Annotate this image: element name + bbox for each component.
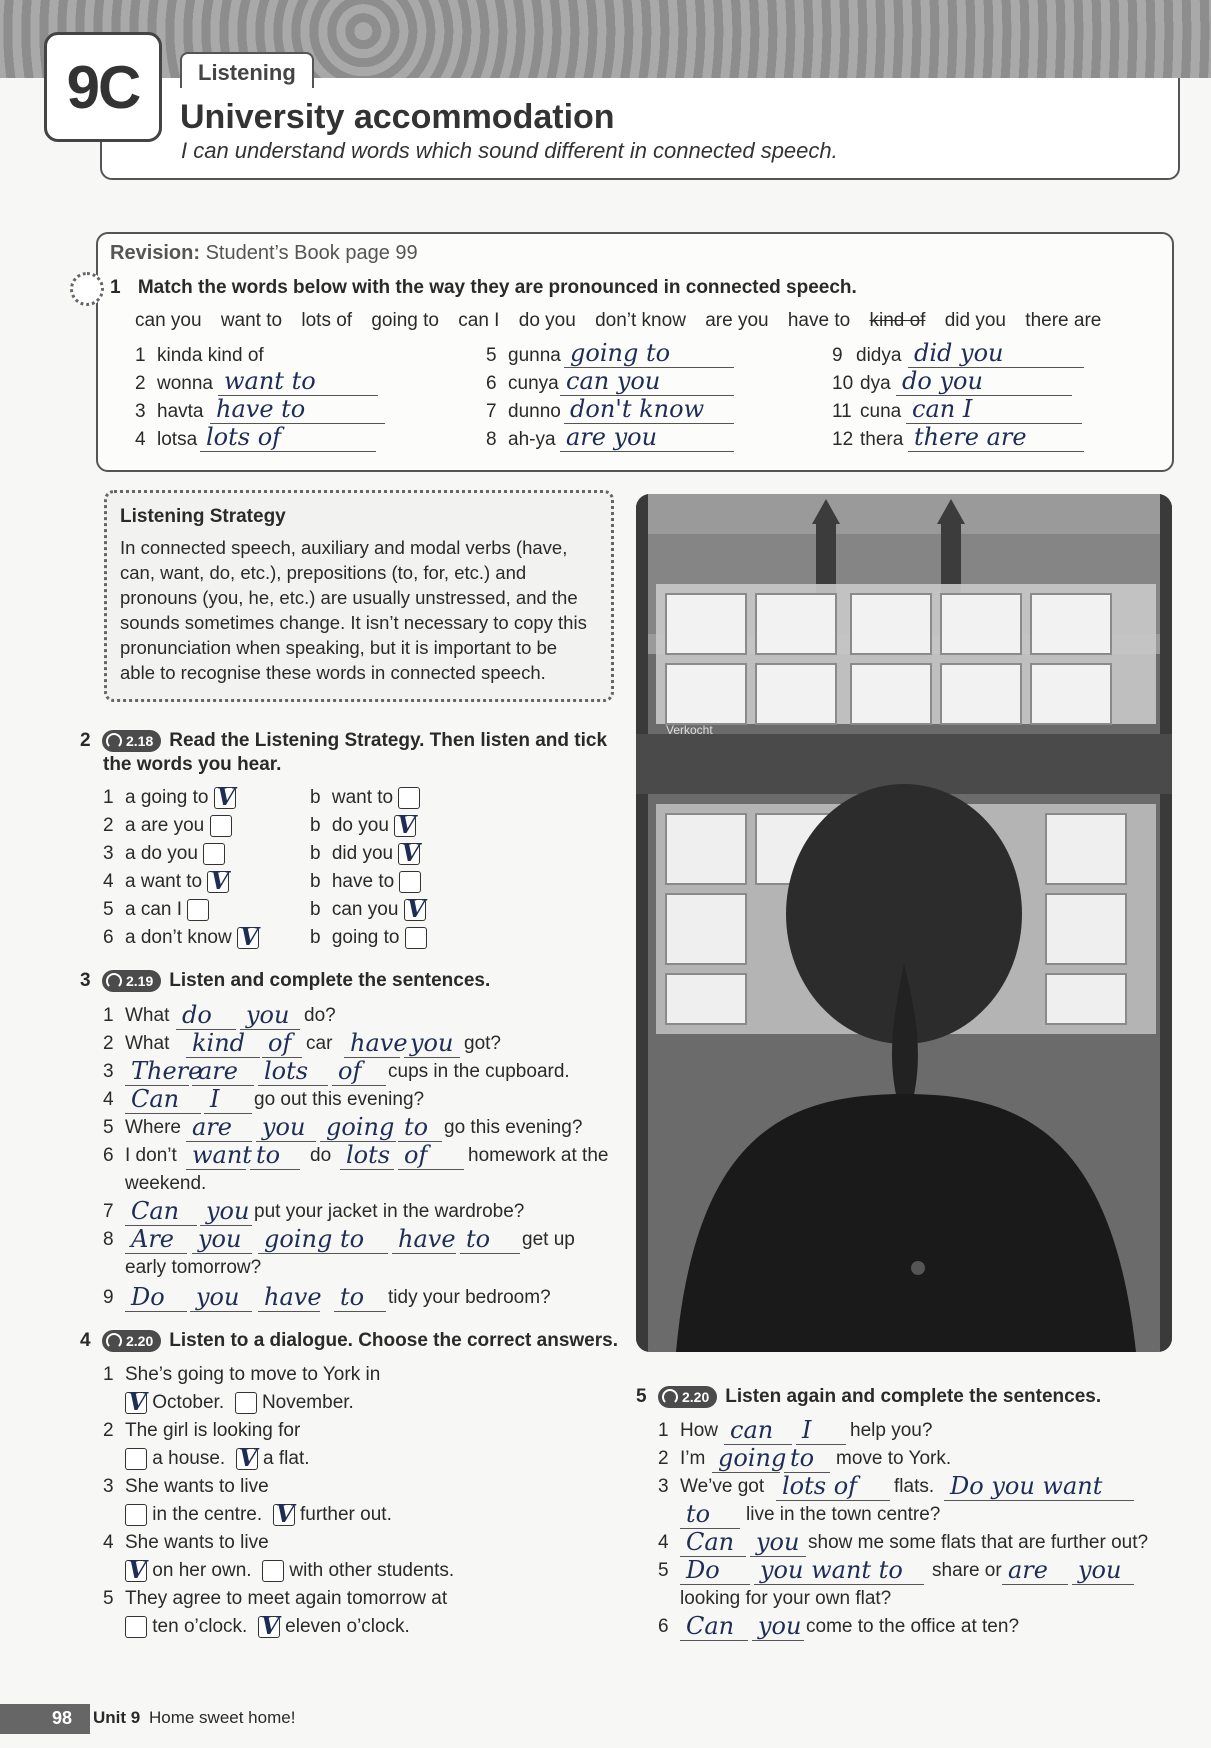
sentence-text: come to the office at ten? — [806, 1616, 1020, 1637]
answer-blank[interactable] — [460, 1226, 520, 1254]
handwritten-answer: lots — [346, 1141, 391, 1169]
answer-blank[interactable] — [262, 1030, 302, 1058]
ex4-options: in the centre. V further out. — [125, 1504, 392, 1526]
ex3-sentence: 2 What — [103, 1033, 170, 1054]
handwritten-answer: you — [262, 1113, 306, 1141]
answer-blank[interactable] — [125, 1057, 203, 1086]
checkbox[interactable] — [125, 1616, 147, 1638]
answer-blank[interactable] — [750, 1529, 806, 1557]
ex4-heading: 4 2.20 Listen to a dialogue. Choose the correct answers. — [80, 1330, 618, 1352]
answer-blank[interactable] — [200, 424, 376, 452]
handwritten-answer: are — [198, 1057, 238, 1085]
sentence-text: go this evening? — [444, 1117, 583, 1138]
answer-blank[interactable] — [896, 368, 1072, 396]
ex2-row: b do you V — [310, 810, 416, 839]
checkbox[interactable] — [187, 899, 209, 921]
word: want to — [220, 310, 283, 331]
ex2-instruction-cont: the words you hear. — [103, 754, 282, 775]
printed-answer: kind of — [207, 345, 264, 366]
sentence-text: car — [306, 1033, 333, 1054]
page-goal: I can understand words which sound different in connected speech. — [181, 138, 838, 163]
answer-blank[interactable] — [392, 1226, 456, 1254]
ex1-item-3: 3 havta — [135, 401, 204, 422]
handwritten-answer: do — [182, 1001, 212, 1029]
handwritten-answer: Do you want — [950, 1472, 1103, 1500]
sentence-text: weekend. — [125, 1173, 207, 1194]
checkbox[interactable] — [399, 871, 421, 893]
ex2-row: 1 a going to V — [103, 782, 236, 811]
ex2-row: 3 a do you — [103, 843, 225, 865]
handwritten-answer: lots of — [782, 1472, 858, 1500]
ex1-item-9: 9 didya — [832, 345, 902, 366]
word: don’t know — [595, 310, 686, 331]
ex3-sentence: 3 — [103, 1061, 114, 1082]
answer-blank[interactable] — [398, 1142, 464, 1170]
handwritten-answer: I — [802, 1416, 812, 1444]
unit-code-box — [44, 32, 162, 142]
checkbox[interactable] — [398, 787, 420, 809]
checkbox[interactable]: V — [404, 899, 426, 921]
ex2-row: b did you V — [310, 838, 421, 867]
answer-blank[interactable] — [1002, 1557, 1068, 1585]
handwritten-answer: lots — [264, 1057, 309, 1085]
handwritten-answer: can you — [566, 367, 661, 395]
sentence-text: do — [310, 1145, 332, 1166]
sentence-text: live in the town centre? — [746, 1504, 941, 1525]
answer-blank[interactable] — [125, 1284, 187, 1312]
audio-badge[interactable]: 2.19 — [102, 970, 161, 992]
sentence-text: put your jacket in the wardrobe? — [254, 1201, 525, 1222]
audio-badge[interactable]: 2.18 — [102, 730, 161, 752]
headphones-icon — [106, 1333, 122, 1349]
ex2-row: b can you V — [310, 894, 426, 923]
handwritten-answer: did you — [914, 339, 1004, 367]
handwritten-answer: going to — [264, 1225, 365, 1253]
ex2-row: 2 a are you — [103, 815, 232, 837]
handwritten-answer: have — [350, 1029, 408, 1057]
answer-blank[interactable] — [560, 424, 734, 452]
ex2-row: b want to — [310, 787, 420, 809]
answer-blank[interactable] — [680, 1529, 746, 1557]
handwritten-answer: have to — [216, 395, 306, 423]
ex5-sentence: 5 — [658, 1560, 669, 1581]
ex1-item-6: 6 cunya — [486, 373, 559, 394]
audio-badge[interactable]: 2.20 — [658, 1386, 717, 1408]
ex2-row: 5 a can I — [103, 899, 209, 921]
answer-blank[interactable] — [186, 1141, 252, 1170]
answer-blank[interactable] — [344, 1029, 408, 1058]
ex2-row: b going to — [310, 927, 427, 949]
checkbox[interactable] — [235, 1392, 257, 1414]
audio-badge[interactable]: 2.20 — [102, 1330, 161, 1352]
sentence-text: got? — [464, 1033, 501, 1054]
answer-blank[interactable] — [190, 1284, 252, 1312]
checkbox[interactable]: V — [273, 1504, 295, 1526]
handwritten-answer: there are — [914, 423, 1027, 451]
ex1-item-1: 1 kinda kind of — [135, 345, 264, 366]
handwritten-answer: want — [192, 1141, 252, 1169]
checkbox[interactable] — [203, 843, 225, 865]
handwritten-answer: to — [790, 1444, 815, 1472]
handwritten-answer: Can — [686, 1612, 735, 1640]
dots-icon — [70, 272, 104, 306]
ex2-heading: 2 2.18 Read the Listening Strategy. Then listen and tick — [80, 730, 608, 751]
handwritten-answer: you — [1078, 1556, 1122, 1584]
ex5-sentence: 4 — [658, 1532, 669, 1553]
revision-ref — [110, 242, 418, 265]
answer-blank[interactable] — [204, 1086, 252, 1114]
answer-blank[interactable] — [218, 368, 378, 396]
handwritten-answer: don't know — [570, 395, 705, 423]
handwritten-answer: I — [210, 1085, 220, 1113]
answer-blank[interactable] — [680, 1613, 748, 1641]
ex5-sentence: 3 We’ve got — [658, 1476, 765, 1497]
answer-blank[interactable] — [564, 340, 734, 368]
ex3-sentence: 4 — [103, 1089, 114, 1110]
ex3-instruction: Listen and complete the sentences. — [169, 970, 491, 992]
answer-blank[interactable] — [564, 396, 734, 424]
answer-blank[interactable] — [724, 1417, 792, 1445]
handwritten-answer: are — [1008, 1556, 1048, 1584]
strategy-title: Listening Strategy — [120, 506, 286, 527]
handwritten-answer: have — [264, 1283, 322, 1311]
handwritten-answer: want to — [224, 367, 316, 395]
handwritten-answer: can — [730, 1416, 774, 1444]
checkbox[interactable]: V — [258, 1616, 280, 1638]
ex1-wordbank — [135, 310, 1101, 332]
answer-blank[interactable] — [320, 1114, 396, 1142]
answer-blank[interactable] — [944, 1473, 1134, 1501]
sentence-text: help you? — [850, 1420, 933, 1441]
ex4-question: 2 The girl is looking for — [103, 1420, 301, 1441]
answer-blank[interactable] — [680, 1557, 750, 1585]
answer-blank[interactable] — [258, 1284, 320, 1312]
sentence-text: early tomorrow? — [125, 1257, 262, 1278]
answer-blank[interactable] — [340, 1142, 394, 1170]
checkbox[interactable] — [125, 1448, 147, 1470]
answer-blank[interactable] — [754, 1557, 924, 1585]
word: can I — [458, 310, 500, 331]
photo-illustration — [636, 494, 1172, 1352]
sentence-text: do? — [304, 1005, 336, 1026]
word: do you — [518, 310, 576, 331]
page-number: 98 — [52, 1708, 73, 1728]
word: going to — [371, 310, 439, 331]
ex1-item-2: 2 wonna — [135, 373, 213, 394]
handwritten-answer: of — [338, 1057, 362, 1085]
checkbox[interactable]: V — [237, 927, 259, 949]
answer-blank[interactable] — [1072, 1557, 1134, 1585]
answer-blank[interactable] — [176, 1002, 236, 1030]
ex3-sentence: 8 — [103, 1229, 114, 1250]
answer-blank[interactable] — [908, 340, 1084, 368]
section-label: Listening — [198, 60, 296, 85]
ex3-sentence: 6 I don’t — [103, 1145, 177, 1166]
handwritten-answer: going — [718, 1444, 787, 1472]
word: are you — [705, 310, 769, 331]
handwritten-answer: kind — [192, 1029, 246, 1057]
sentence-text: share or — [932, 1560, 1002, 1581]
ex4-question: 1 She’s going to move to York in — [103, 1364, 381, 1385]
agency-sign: Verkocht — [666, 723, 713, 737]
ex2-row: 4 a want to V — [103, 866, 230, 895]
ex5-sentence: 6 — [658, 1616, 669, 1637]
ex3-heading: 3 2.19 Listen and complete the sentences. — [80, 970, 491, 992]
answer-blank[interactable] — [398, 1114, 442, 1142]
sentence-text: flats. — [894, 1476, 935, 1497]
headphones-icon — [662, 1389, 678, 1405]
ex4-instruction: Listen to a dialogue. Choose the correct answers. — [169, 1330, 618, 1352]
handwritten-answer: to — [404, 1113, 429, 1141]
answer-blank[interactable] — [192, 1226, 252, 1254]
ex5-instruction: Listen again and complete the sentences. — [725, 1386, 1102, 1408]
answer-blank[interactable] — [186, 1030, 260, 1058]
handwritten-answer: to — [340, 1283, 365, 1311]
ex5-sentence: 1 How — [658, 1420, 719, 1441]
handwritten-answer: you — [196, 1283, 240, 1311]
sentence-text: homework at the — [468, 1145, 609, 1166]
strategy-text: In connected speech, auxiliary and modal verbs (have, can, want, do, etc.), prepositions (to, for, etc.) and pronouns (you, he, etc.) are usually unstressed, and the sounds sometimes change. It isn’t necessary to copy this pronunciation when speaking, but it is important to be able to recognise these words in connected speech. — [120, 537, 587, 683]
checkbox[interactable]: V — [125, 1392, 147, 1414]
checkbox[interactable] — [405, 927, 427, 949]
checkbox[interactable]: V — [394, 815, 416, 837]
revision-page: Student’s Book page 99 — [205, 242, 418, 264]
ex5-sentence: 2 I’m — [658, 1448, 706, 1469]
footer-bar — [0, 1704, 90, 1734]
word: have to — [787, 310, 851, 331]
handwritten-answer: are you — [566, 423, 658, 451]
ex4-question: 5 They agree to meet again tomorrow at — [103, 1588, 448, 1609]
handwritten-answer: lots of — [206, 423, 282, 451]
handwritten-answer: Can — [686, 1528, 735, 1556]
handwritten-answer: Can — [131, 1085, 180, 1113]
ex4-options: a house. V a flat. — [125, 1448, 310, 1470]
answer-blank[interactable] — [258, 1058, 328, 1086]
ex1-number: 1 — [110, 277, 121, 298]
checkbox[interactable]: V — [125, 1560, 147, 1582]
answer-blank[interactable] — [712, 1444, 787, 1473]
handwritten-answer: do you — [902, 367, 983, 395]
answer-blank[interactable] — [560, 368, 734, 396]
answer-blank[interactable] — [258, 1226, 388, 1254]
word-used: kind of — [869, 310, 926, 331]
ex3-sentence: 1 What — [103, 1005, 170, 1026]
sentence-text: cups in the cupboard. — [388, 1061, 570, 1082]
sentence-text: move to York. — [836, 1448, 952, 1469]
answer-blank[interactable] — [752, 1613, 804, 1641]
unit-code: 9C — [66, 53, 140, 121]
handwritten-answer: have — [398, 1225, 456, 1253]
ex2-instruction: Read the Listening Strategy. Then listen and tick — [169, 730, 608, 751]
answer-blank[interactable] — [680, 1501, 740, 1529]
word: there are — [1025, 310, 1102, 331]
handwritten-answer: to — [466, 1225, 491, 1253]
answer-blank[interactable] — [240, 1002, 300, 1030]
page-title: University accommodation — [180, 98, 615, 136]
checkbox[interactable] — [210, 815, 232, 837]
answer-blank[interactable] — [186, 1114, 252, 1142]
ex2-row: b have to — [310, 871, 421, 893]
handwritten-answer: of — [404, 1141, 428, 1169]
ex1-item-5: 5 gunna — [486, 345, 561, 366]
ex4-question: 4 She wants to live — [103, 1532, 269, 1553]
handwritten-answer: you — [410, 1029, 454, 1057]
headphones-icon — [106, 973, 122, 989]
checkbox[interactable]: V — [207, 871, 229, 893]
checkbox[interactable]: V — [214, 787, 236, 809]
answer-blank[interactable] — [404, 1030, 460, 1058]
answer-blank[interactable] — [125, 1086, 201, 1114]
ex1-item-10: 10 dya — [832, 373, 891, 394]
answer-blank[interactable] — [784, 1445, 830, 1473]
answer-blank[interactable] — [192, 1058, 254, 1086]
ex4-options: V October. November. — [125, 1392, 354, 1414]
answer-blank[interactable] — [334, 1284, 386, 1312]
answer-blank[interactable] — [250, 1142, 300, 1170]
ex3-sentence: 5 Where — [103, 1117, 181, 1138]
ex3-sentence: 7 — [103, 1201, 114, 1222]
handwritten-answer: you want to — [760, 1556, 903, 1584]
answer-blank[interactable] — [125, 1226, 187, 1254]
answer-blank[interactable] — [125, 1198, 197, 1226]
ex1-heading — [110, 277, 857, 299]
ex3-sentence: 9 — [103, 1287, 114, 1308]
ex4-options: V on her own. with other students. — [125, 1560, 454, 1582]
ex1-item-4: 4 lotsa — [135, 429, 198, 450]
checkbox[interactable]: V — [398, 843, 420, 865]
handwritten-answer: you — [206, 1197, 250, 1225]
answer-blank[interactable] — [200, 1198, 252, 1226]
handwritten-answer: going — [326, 1113, 395, 1141]
handwritten-answer: you — [758, 1612, 802, 1640]
word: lots of — [301, 310, 353, 331]
sentence-text: show me some flats that are further out? — [808, 1532, 1149, 1553]
handwritten-answer: Are — [131, 1225, 175, 1253]
ex1-item-8: 8 ah-ya — [486, 429, 556, 450]
revision-label: Revision: — [110, 242, 201, 264]
handwritten-answer: are — [192, 1113, 232, 1141]
sentence-text: looking for your own flat? — [680, 1588, 892, 1609]
handwritten-answer: you — [246, 1001, 290, 1029]
answer-blank[interactable] — [776, 1473, 890, 1501]
footer-unit: Unit 9 Home sweet home! — [93, 1708, 296, 1727]
ex4-options: ten o’clock. V eleven o’clock. — [125, 1616, 410, 1638]
checkbox[interactable] — [125, 1504, 147, 1526]
ex2-row: 6 a don’t know V — [103, 922, 259, 951]
handwritten-answer: of — [268, 1029, 292, 1057]
ex1-instruction: Match the words below with the way they are pronounced in connected speech. — [137, 277, 857, 298]
handwritten-answer: to — [256, 1141, 281, 1169]
handwritten-answer: Do — [686, 1556, 720, 1584]
handwritten-answer: going to — [570, 339, 671, 367]
answer-blank[interactable] — [332, 1058, 386, 1086]
handwritten-answer: you — [198, 1225, 242, 1253]
sentence-text: get up — [522, 1229, 575, 1250]
ex4-question: 3 She wants to live — [103, 1476, 269, 1497]
answer-blank[interactable] — [908, 424, 1084, 452]
word: did you — [944, 310, 1007, 331]
handwritten-answer: you — [756, 1528, 800, 1556]
photo — [636, 494, 1172, 1352]
word: can you — [135, 310, 202, 331]
answer-blank[interactable] — [256, 1114, 316, 1142]
handwritten-answer: Do — [131, 1283, 165, 1311]
handwritten-answer: Can — [131, 1197, 180, 1225]
ex5-heading: 5 2.20 Listen again and complete the sentences. — [636, 1386, 1102, 1408]
sentence-text: go out this evening? — [254, 1089, 425, 1110]
ex1-item-11: 11 cuna — [832, 401, 902, 422]
answer-blank[interactable] — [796, 1417, 846, 1445]
answer-blank[interactable] — [210, 396, 385, 424]
handwritten-answer: There — [131, 1057, 203, 1085]
sentence-text: tidy your bedroom? — [388, 1287, 551, 1308]
ex1-item-7: 7 dunno — [486, 401, 561, 422]
ex1-item-12: 12 thera — [832, 429, 904, 450]
handwritten-answer: can I — [912, 395, 973, 423]
answer-blank[interactable] — [906, 396, 1082, 424]
handwritten-answer: to — [686, 1500, 711, 1528]
checkbox[interactable]: V — [236, 1448, 258, 1470]
checkbox[interactable] — [262, 1560, 284, 1582]
headphones-icon — [106, 733, 122, 749]
